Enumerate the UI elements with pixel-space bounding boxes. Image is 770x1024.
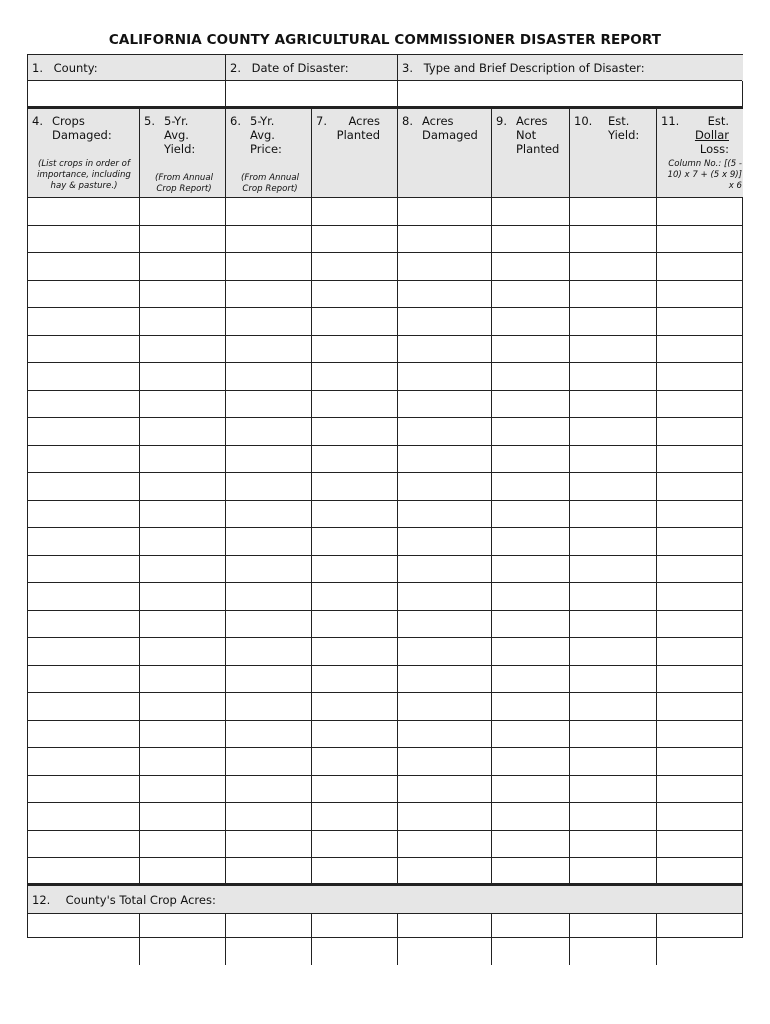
table-cell[interactable] bbox=[570, 363, 656, 390]
table-cell[interactable] bbox=[398, 748, 491, 775]
table-cell[interactable] bbox=[28, 363, 139, 390]
table-cell[interactable] bbox=[492, 528, 569, 555]
table-cell[interactable] bbox=[398, 253, 491, 280]
table-cell[interactable] bbox=[226, 556, 311, 583]
col-crops-damaged: 4. Crops Damaged: bbox=[28, 109, 140, 197]
table-cell[interactable] bbox=[570, 528, 656, 555]
table-cell[interactable] bbox=[226, 638, 311, 665]
table-cell[interactable] bbox=[226, 418, 311, 445]
table-cell[interactable] bbox=[398, 281, 491, 308]
table-cell[interactable] bbox=[226, 281, 311, 308]
county-label: 1. County: bbox=[28, 55, 226, 81]
table-cell[interactable] bbox=[570, 721, 656, 748]
table-cell[interactable] bbox=[140, 666, 225, 693]
table-cell[interactable] bbox=[492, 611, 569, 638]
table-cell[interactable] bbox=[226, 858, 311, 885]
table-cell[interactable] bbox=[140, 336, 225, 363]
col-loss-note: Column No.: [(5 - 10) x 7 + (5 x 9)] x 6 bbox=[667, 159, 742, 191]
table-cell[interactable] bbox=[140, 638, 225, 665]
table-cell[interactable] bbox=[570, 748, 656, 775]
table-cell[interactable] bbox=[398, 666, 491, 693]
table-cell[interactable] bbox=[140, 308, 225, 335]
table-cell[interactable] bbox=[28, 693, 139, 720]
table-cell[interactable] bbox=[570, 583, 656, 610]
table-cell[interactable] bbox=[28, 281, 139, 308]
table-cell[interactable] bbox=[312, 776, 397, 803]
table-cell[interactable] bbox=[570, 473, 656, 500]
table-cell[interactable] bbox=[312, 336, 397, 363]
total-crop-acres-label: 12. County's Total Crop Acres: bbox=[28, 886, 742, 914]
table-cell[interactable] bbox=[657, 391, 742, 418]
table-cell[interactable] bbox=[140, 446, 225, 473]
table-cell[interactable] bbox=[28, 198, 139, 225]
table-cell[interactable] bbox=[657, 336, 742, 363]
table-cell[interactable] bbox=[140, 528, 225, 555]
table-cell[interactable] bbox=[492, 556, 569, 583]
table-cell[interactable] bbox=[398, 391, 491, 418]
table-cell[interactable] bbox=[570, 776, 656, 803]
table-cell[interactable] bbox=[657, 528, 742, 555]
table-cell[interactable] bbox=[226, 446, 311, 473]
table-cell[interactable] bbox=[28, 803, 139, 830]
table-cell[interactable] bbox=[312, 611, 397, 638]
table-cell[interactable] bbox=[492, 253, 569, 280]
table-cell[interactable] bbox=[312, 391, 397, 418]
col-acres-not-planted: 9. Acres Not Planted bbox=[492, 109, 570, 197]
table-cell[interactable] bbox=[398, 638, 491, 665]
table-cell[interactable] bbox=[312, 666, 397, 693]
table-cell[interactable] bbox=[492, 336, 569, 363]
table-cell[interactable] bbox=[140, 611, 225, 638]
table-cell[interactable] bbox=[140, 803, 225, 830]
table-cell[interactable] bbox=[570, 391, 656, 418]
table-cell[interactable] bbox=[28, 446, 139, 473]
table-cell[interactable] bbox=[492, 226, 569, 253]
table-cell[interactable] bbox=[226, 253, 311, 280]
col-acres-damaged: 8. Acres Damaged bbox=[398, 109, 492, 197]
table-cell[interactable] bbox=[570, 556, 656, 583]
table-cell[interactable] bbox=[140, 556, 225, 583]
table-cell[interactable] bbox=[312, 693, 397, 720]
table-cell[interactable] bbox=[312, 583, 397, 610]
table-cell[interactable] bbox=[312, 858, 397, 885]
table-cell[interactable] bbox=[28, 776, 139, 803]
table-cell[interactable] bbox=[140, 583, 225, 610]
table-cell[interactable] bbox=[312, 253, 397, 280]
table-cell[interactable] bbox=[28, 253, 139, 280]
table-cell[interactable] bbox=[570, 281, 656, 308]
col-avg-yield: 5. 5-Yr. Avg. Yield: bbox=[140, 109, 226, 197]
table-cell[interactable] bbox=[657, 226, 742, 253]
table-cell[interactable] bbox=[657, 418, 742, 445]
table-cell[interactable] bbox=[140, 418, 225, 445]
table-cell[interactable] bbox=[312, 473, 397, 500]
table-cell[interactable] bbox=[398, 473, 491, 500]
table-cell[interactable] bbox=[492, 721, 569, 748]
table-cell[interactable] bbox=[570, 446, 656, 473]
table-cell[interactable] bbox=[657, 363, 742, 390]
table-cell[interactable] bbox=[140, 776, 225, 803]
table-cell[interactable] bbox=[398, 776, 491, 803]
table-cell[interactable] bbox=[570, 611, 656, 638]
table-cell[interactable] bbox=[492, 583, 569, 610]
table-cell[interactable] bbox=[226, 776, 311, 803]
table-cell[interactable] bbox=[492, 446, 569, 473]
col-acres-planted: 7. Acres Planted bbox=[312, 109, 398, 197]
table-cell[interactable] bbox=[226, 611, 311, 638]
table-cell[interactable] bbox=[28, 391, 139, 418]
table-cell[interactable] bbox=[140, 253, 225, 280]
table-cell[interactable] bbox=[657, 281, 742, 308]
table-cell[interactable] bbox=[226, 336, 311, 363]
table-cell[interactable] bbox=[570, 308, 656, 335]
col-price-note: (From Annual Crop Report) bbox=[240, 173, 300, 194]
table-cell[interactable] bbox=[312, 528, 397, 555]
col-avg-price: 6. 5-Yr. Avg. Price: bbox=[226, 109, 312, 197]
table-cell[interactable] bbox=[226, 501, 311, 528]
table-cell[interactable] bbox=[226, 226, 311, 253]
table-cell[interactable] bbox=[312, 803, 397, 830]
table-cell[interactable] bbox=[140, 831, 225, 858]
table-cell[interactable] bbox=[657, 583, 742, 610]
table-cell[interactable] bbox=[657, 473, 742, 500]
table-cell[interactable] bbox=[226, 803, 311, 830]
table-cell[interactable] bbox=[312, 226, 397, 253]
table-cell[interactable] bbox=[226, 693, 311, 720]
county-field[interactable] bbox=[28, 81, 226, 107]
table-cell[interactable] bbox=[492, 638, 569, 665]
table-cell[interactable] bbox=[492, 748, 569, 775]
table-cell[interactable] bbox=[570, 693, 656, 720]
table-cell[interactable] bbox=[570, 336, 656, 363]
col-yield-note: (From Annual Crop Report) bbox=[154, 173, 214, 194]
table-cell[interactable] bbox=[140, 858, 225, 885]
table-cell[interactable] bbox=[312, 638, 397, 665]
table-cell[interactable] bbox=[312, 556, 397, 583]
table-cell[interactable] bbox=[570, 638, 656, 665]
table-cell[interactable] bbox=[492, 198, 569, 225]
table-cell[interactable] bbox=[657, 776, 742, 803]
table-cell[interactable] bbox=[312, 308, 397, 335]
table-cell[interactable] bbox=[28, 666, 139, 693]
table-cell[interactable] bbox=[657, 858, 742, 885]
table-cell[interactable] bbox=[398, 611, 491, 638]
table-cell[interactable] bbox=[226, 528, 311, 555]
table-cell[interactable] bbox=[28, 556, 139, 583]
table-cell[interactable] bbox=[398, 528, 491, 555]
table-cell[interactable] bbox=[28, 501, 139, 528]
table-cell[interactable] bbox=[28, 473, 139, 500]
table-cell[interactable] bbox=[226, 831, 311, 858]
table-cell[interactable] bbox=[398, 556, 491, 583]
table-cell[interactable] bbox=[492, 418, 569, 445]
table-cell[interactable] bbox=[492, 473, 569, 500]
table-cell[interactable] bbox=[398, 198, 491, 225]
table-cell[interactable] bbox=[140, 721, 225, 748]
table-cell[interactable] bbox=[492, 281, 569, 308]
table-cell[interactable] bbox=[28, 583, 139, 610]
form-title: CALIFORNIA COUNTY AGRICULTURAL COMMISSIONER DISASTER REPORT bbox=[108, 32, 662, 48]
date-of-disaster-label: 2. Date of Disaster: bbox=[226, 55, 398, 81]
table-cell[interactable] bbox=[226, 583, 311, 610]
table-cell[interactable] bbox=[570, 831, 656, 858]
table-cell[interactable] bbox=[140, 226, 225, 253]
table-cell[interactable] bbox=[657, 446, 742, 473]
table-cell[interactable] bbox=[657, 611, 742, 638]
table-cell[interactable] bbox=[28, 528, 139, 555]
table-cell[interactable] bbox=[226, 721, 311, 748]
table-cell[interactable] bbox=[657, 638, 742, 665]
disaster-description-field[interactable] bbox=[398, 81, 743, 107]
table-cell[interactable] bbox=[226, 363, 311, 390]
table-cell[interactable] bbox=[398, 308, 491, 335]
table-cell[interactable] bbox=[492, 803, 569, 830]
table-cell[interactable] bbox=[312, 418, 397, 445]
table-cell[interactable] bbox=[312, 198, 397, 225]
table-cell[interactable] bbox=[398, 336, 491, 363]
table-cell[interactable] bbox=[570, 198, 656, 225]
table-cell[interactable] bbox=[492, 363, 569, 390]
table-cell[interactable] bbox=[140, 198, 225, 225]
table-cell[interactable] bbox=[312, 501, 397, 528]
table-cell[interactable] bbox=[140, 473, 225, 500]
table-cell[interactable] bbox=[492, 693, 569, 720]
table-cell[interactable] bbox=[657, 253, 742, 280]
table-cell[interactable] bbox=[570, 803, 656, 830]
table-cell[interactable] bbox=[312, 363, 397, 390]
table-cell[interactable] bbox=[657, 501, 742, 528]
table-cell[interactable] bbox=[28, 336, 139, 363]
table-cell[interactable] bbox=[657, 831, 742, 858]
table-cell[interactable] bbox=[570, 226, 656, 253]
table-cell[interactable] bbox=[140, 693, 225, 720]
table-cell[interactable] bbox=[398, 803, 491, 830]
table-cell[interactable] bbox=[226, 473, 311, 500]
table-cell[interactable] bbox=[657, 308, 742, 335]
table-cell[interactable] bbox=[28, 418, 139, 445]
table-cell[interactable] bbox=[657, 198, 742, 225]
table-cell[interactable] bbox=[398, 693, 491, 720]
table-cell[interactable] bbox=[398, 226, 491, 253]
table-cell[interactable] bbox=[226, 391, 311, 418]
table-cell[interactable] bbox=[657, 748, 742, 775]
col-est-yield: 10. Est. Yield: bbox=[570, 109, 657, 197]
table-cell[interactable] bbox=[492, 858, 569, 885]
table-cell[interactable] bbox=[492, 308, 569, 335]
disaster-description-label: 3. Type and Brief Description of Disaster: bbox=[398, 55, 743, 81]
table-cell[interactable] bbox=[657, 803, 742, 830]
table-cell[interactable] bbox=[140, 281, 225, 308]
table-cell[interactable] bbox=[28, 226, 139, 253]
table-cell[interactable] bbox=[398, 501, 491, 528]
table-cell[interactable] bbox=[140, 501, 225, 528]
table-cell[interactable] bbox=[657, 666, 742, 693]
table-cell[interactable] bbox=[570, 501, 656, 528]
table-cell[interactable] bbox=[140, 748, 225, 775]
table-cell[interactable] bbox=[226, 198, 311, 225]
date-of-disaster-field[interactable] bbox=[226, 81, 398, 107]
table-cell[interactable] bbox=[140, 391, 225, 418]
table-cell[interactable] bbox=[28, 611, 139, 638]
table-cell[interactable] bbox=[312, 721, 397, 748]
table-cell[interactable] bbox=[492, 666, 569, 693]
table-cell[interactable] bbox=[570, 666, 656, 693]
table-cell[interactable] bbox=[226, 308, 311, 335]
table-cell[interactable] bbox=[492, 391, 569, 418]
table-cell[interactable] bbox=[140, 363, 225, 390]
col-est-dollar-loss: 11. Est. Dollar Loss: bbox=[657, 109, 743, 197]
table-cell[interactable] bbox=[492, 501, 569, 528]
table-cell[interactable] bbox=[28, 308, 139, 335]
table-cell[interactable] bbox=[312, 831, 397, 858]
table-cell[interactable] bbox=[657, 693, 742, 720]
table-cell[interactable] bbox=[28, 831, 139, 858]
table-cell[interactable] bbox=[28, 748, 139, 775]
table-cell[interactable] bbox=[398, 831, 491, 858]
table-cell[interactable] bbox=[492, 831, 569, 858]
table-cell[interactable] bbox=[28, 721, 139, 748]
table-cell[interactable] bbox=[226, 666, 311, 693]
table-cell[interactable] bbox=[570, 858, 656, 885]
table-cell[interactable] bbox=[398, 858, 491, 885]
table-cell[interactable] bbox=[398, 583, 491, 610]
table-cell[interactable] bbox=[492, 776, 569, 803]
table-cell[interactable] bbox=[312, 446, 397, 473]
table-cell[interactable] bbox=[398, 446, 491, 473]
table-cell[interactable] bbox=[657, 721, 742, 748]
table-cell[interactable] bbox=[398, 363, 491, 390]
table-cell[interactable] bbox=[312, 281, 397, 308]
table-cell[interactable] bbox=[226, 748, 311, 775]
table-cell[interactable] bbox=[570, 418, 656, 445]
table-cell[interactable] bbox=[657, 556, 742, 583]
table-cell[interactable] bbox=[398, 418, 491, 445]
disaster-report-form bbox=[27, 54, 743, 938]
table-cell[interactable] bbox=[28, 638, 139, 665]
total-crop-acres-field[interactable] bbox=[28, 914, 742, 937]
table-cell[interactable] bbox=[570, 253, 656, 280]
table-cell[interactable] bbox=[312, 748, 397, 775]
table-cell[interactable] bbox=[398, 721, 491, 748]
col-crops-note: (List crops in order of importance, including hay & pasture.) bbox=[37, 159, 131, 191]
table-cell[interactable] bbox=[28, 858, 139, 885]
